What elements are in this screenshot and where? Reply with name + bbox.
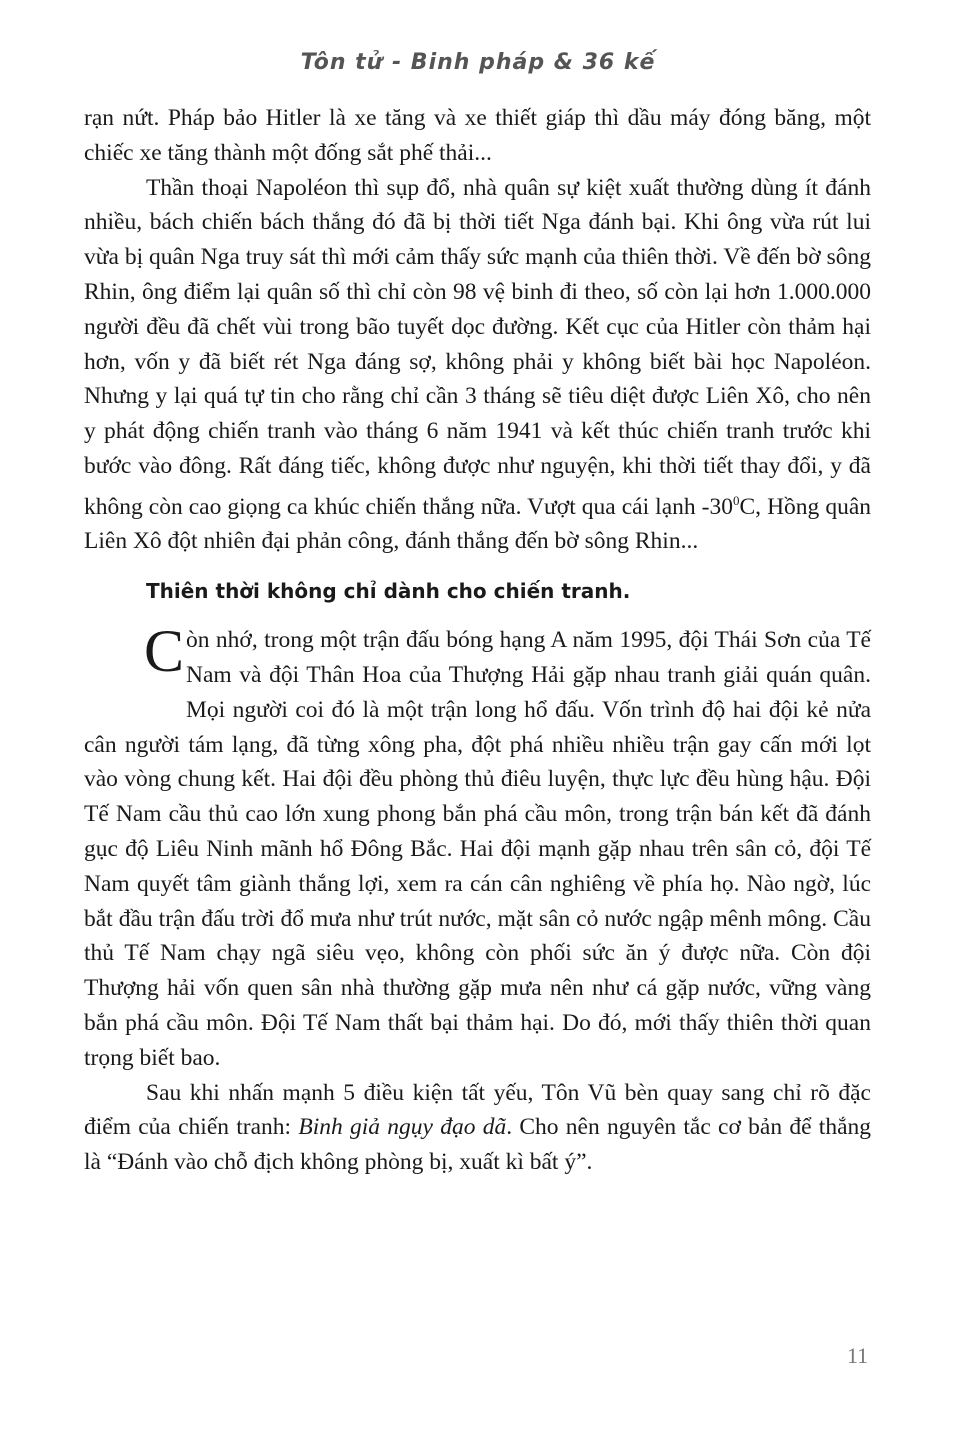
paragraph-3 — [84, 618, 871, 1075]
page-number: 11 — [847, 1343, 869, 1368]
section-heading: Thiên thời không chỉ dành cho chiến tranh. — [146, 579, 631, 604]
paragraph-3-text: òn nhớ, trong một trận đấu bóng hạng A năm 1995, đội Thái Sơn của Tế Nam và đội Thân Hoa của Thượng Hải gặp nhau tranh giải quán quân. Mọi người coi đó là một trận long hổ đấu. Vốn trình độ hai đội kẻ nửa cân người tám lạng, đã từng xông pha, đột phá nhiều nhiều trận gay cấn mới lọt vào vòng chung kết. Hai đội đều phòng thủ điêu luyện, thực lực đều hùng hậu. Đội Tế Nam cầu thủ cao lớn xung phong bắn phá cầu môn, trong trận bán kết đã đánh gục độ Liêu Ninh mãnh hổ Đông Bắc. Hai đội mạnh gặp nhau trên sân cỏ, đội Tế Nam quyết tâm giành thắng lợi, xem ra cán cân nghiêng về phía họ. Nào ngờ, lúc bắt đầu trận đấu trời đổ mưa như trút nước, mặt sân cỏ nước ngập mênh mông. Cầu thủ Tế Nam chạy ngã siêu vẹo, không còn phối sức ăn ý được nữa. Còn đội Thượng hải vốn quen sân nhà thường gặp mưa nên như cá gặp nước, vững vàng bắn phá cầu môn. Đội Tế Nam thất bại thảm hại. Do đó, mới thấy thiên thời quan trọng biết bao. — [84, 627, 871, 1071]
paragraph-2 — [84, 171, 871, 560]
paragraph-1: rạn nứt. Pháp bảo Hitler là xe tăng và xe thiết giáp thì dầu máy đóng băng, một chiếc xe tăng thành một đống sắt phế thải... — [84, 105, 871, 166]
paragraph-2-text: Thần thoại Napoléon thì sụp đổ, nhà quân sự kiệt xuất thường dùng ít đánh nhiều, bách chiến bách thắng đó đã bị thời tiết Nga đánh bại. Khi ông vừa rút lui vừa bị quân Nga truy sát thì mới cảm thấy sức mạnh của thiên thời. Về đến bờ sông Rhin, ông điểm lại quân số thì chỉ còn 98 vệ binh đi theo, số còn lại hơn 1.000.000 người đều đã chết vùi trong bão tuyết dọc đường. Kết cục của Hitler còn thảm hại hơn, vốn y đã biết rét Nga đáng sợ, không phải y không biết bài học Napoléon. Nhưng y lại quá tự tin cho rằng chỉ cần 3 tháng sẽ tiêu diệt được Liên Xô, cho nên y phát động chiến tranh vào tháng 6 năm 1941 và kết thúc chiến tranh trước khi bước vào đông. Rất đáng tiếc, không được như nguyện, khi thời tiết thay đổi, y đã không còn cao giọng ca khúc chiến thắng nữa. Vượt qua cái lạnh -30 — [84, 174, 871, 520]
drop-cap: C — [144, 618, 185, 685]
paragraph-2-tail: C, Hồng quân Liên Xô đột nhiên đại phản công, đánh thắng đến bờ sông Rhin... — [84, 493, 871, 555]
degree-superscript: 0 — [732, 492, 740, 508]
running-header: Tôn tử - Binh pháp & 36 kế — [300, 50, 656, 75]
paragraph-4-italic-phrase: Binh giả ngụy đạo dã — [298, 1114, 507, 1141]
paragraph-4-text-b: . Cho nên nguyên tắc cơ bản để thắng là “Đánh vào chỗ địch không phòng bị, xuất kì bất ý”. — [84, 1114, 872, 1176]
body-text — [84, 101, 871, 1180]
paragraph-4-text-a: Sau khi nhấn mạnh 5 điều kiện tất yếu, Tôn Vũ bèn quay sang chỉ rõ đặc điểm của chiến tranh: — [84, 1079, 871, 1141]
paragraph-4 — [84, 1076, 871, 1180]
